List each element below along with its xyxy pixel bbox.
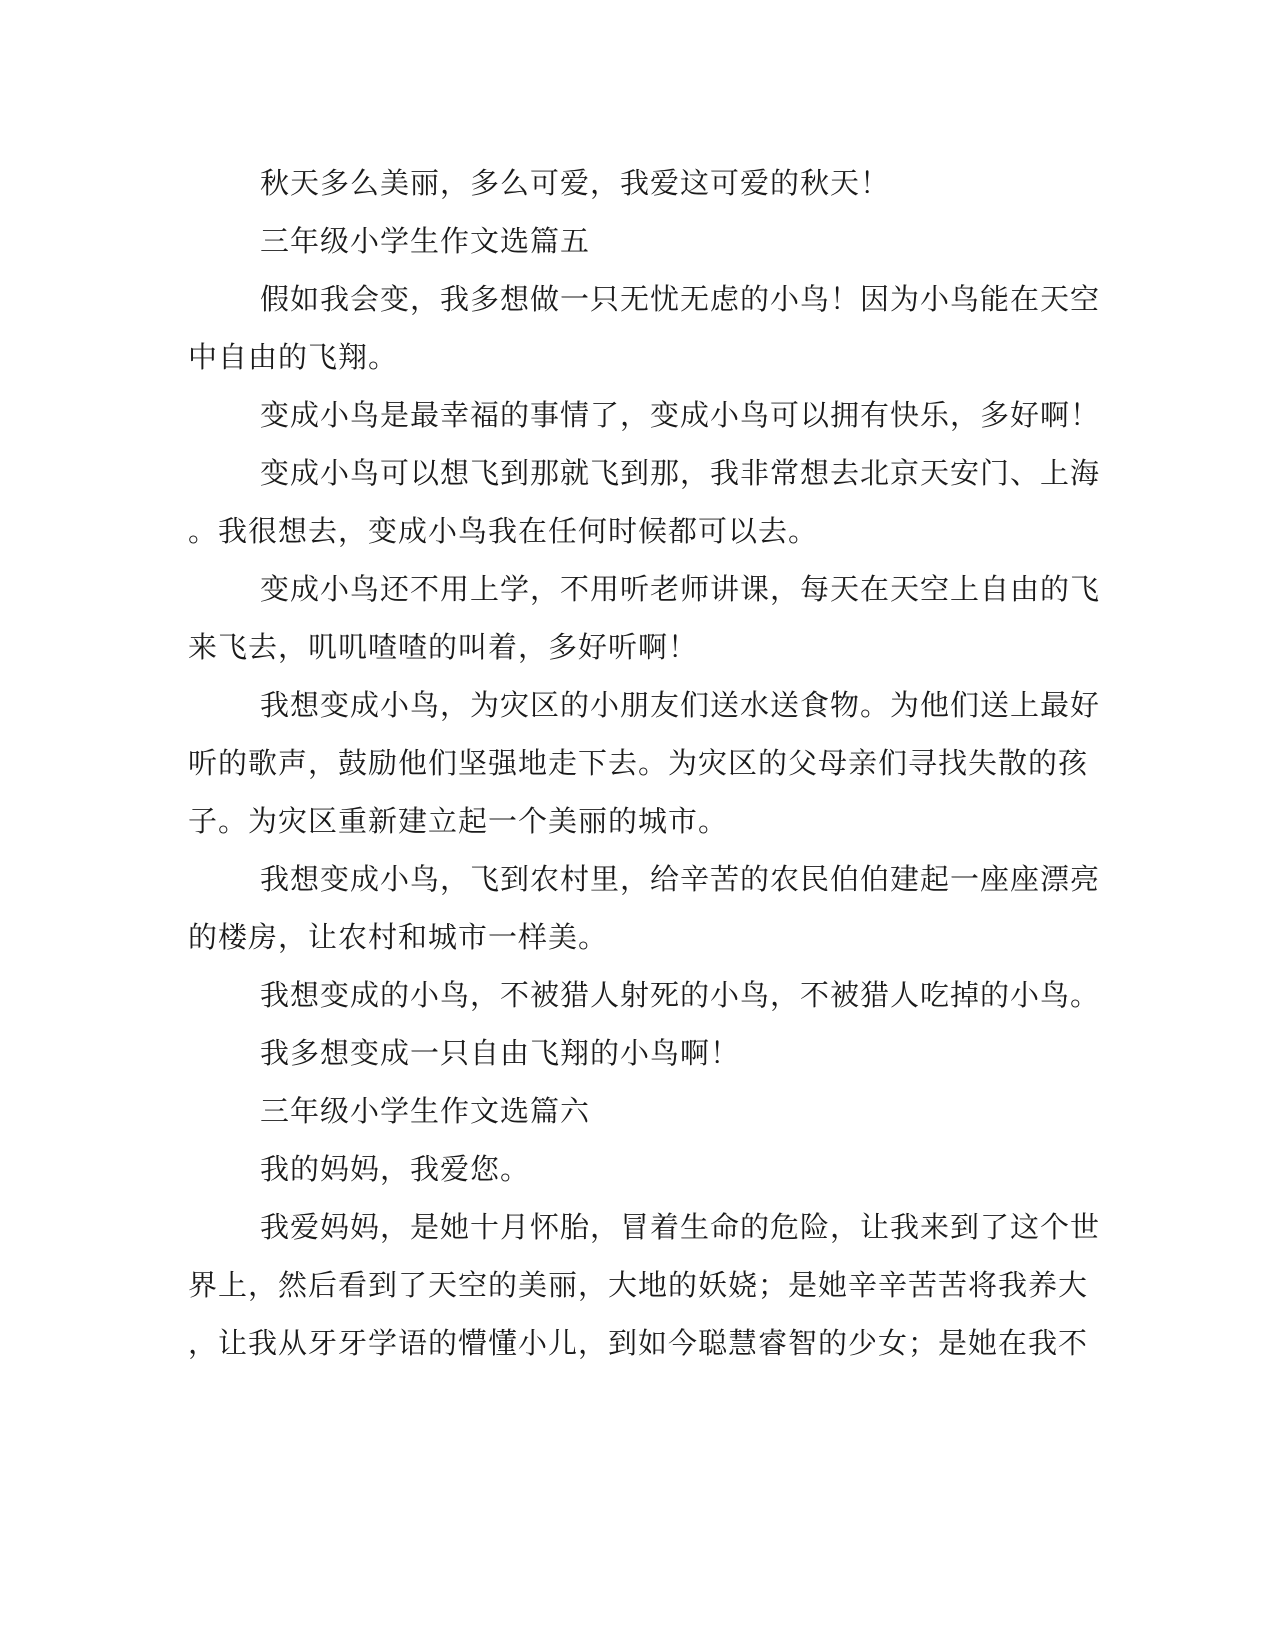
paragraph-line: 我爱妈妈，是她十月怀胎，冒着生命的危险，让我来到了这个世 [260, 1210, 1101, 1244]
paragraph-line: 变成小鸟是最幸福的事情了，变成小鸟可以拥有快乐，多好啊！ [260, 398, 1101, 432]
section-heading: 三年级小学生作文选篇六 [260, 1094, 591, 1128]
paragraph-line: 我多想变成一只自由飞翔的小鸟啊！ [260, 1036, 741, 1070]
section-heading: 三年级小学生作文选篇五 [260, 224, 591, 258]
paragraph-line: 听的歌声，鼓励他们坚强地走下去。为灾区的父母亲们寻找失散的孩 [188, 746, 1089, 780]
paragraph-line: ，让我从牙牙学语的懵懂小儿，到如今聪慧睿智的少女；是她在我不 [188, 1326, 1089, 1360]
paragraph-line: 秋天多么美丽，多么可爱，我爱这可爱的秋天！ [260, 166, 891, 200]
paragraph-line: 中自由的飞翔。 [188, 340, 399, 374]
paragraph-line: 我的妈妈，我爱您。 [260, 1152, 531, 1186]
paragraph-line: 我想变成的小鸟，不被猎人射死的小鸟，不被猎人吃掉的小鸟。 [260, 978, 1101, 1012]
paragraph-line: 界上，然后看到了天空的美丽，大地的妖娆；是她辛辛苦苦将我养大 [188, 1268, 1089, 1302]
paragraph-line: 子。为灾区重新建立起一个美丽的城市。 [188, 804, 729, 838]
paragraph-line: 来飞去，叽叽喳喳的叫着，多好听啊！ [188, 630, 699, 664]
paragraph-line: 假如我会变，我多想做一只无忧无虑的小鸟！因为小鸟能在天空 [260, 282, 1101, 316]
paragraph-line: 我想变成小鸟，飞到农村里，给辛苦的农民伯伯建起一座座漂亮 [260, 862, 1101, 896]
paragraph-line: 。我很想去，变成小鸟我在任何时候都可以去。 [188, 514, 819, 548]
paragraph-line: 的楼房，让农村和城市一样美。 [188, 920, 609, 954]
paragraph-line: 变成小鸟还不用上学，不用听老师讲课，每天在天空上自由的飞 [260, 572, 1101, 606]
paragraph-line: 我想变成小鸟，为灾区的小朋友们送水送食物。为他们送上最好 [260, 688, 1101, 722]
paragraph-line: 变成小鸟可以想飞到那就飞到那，我非常想去北京天安门、上海 [260, 456, 1101, 490]
